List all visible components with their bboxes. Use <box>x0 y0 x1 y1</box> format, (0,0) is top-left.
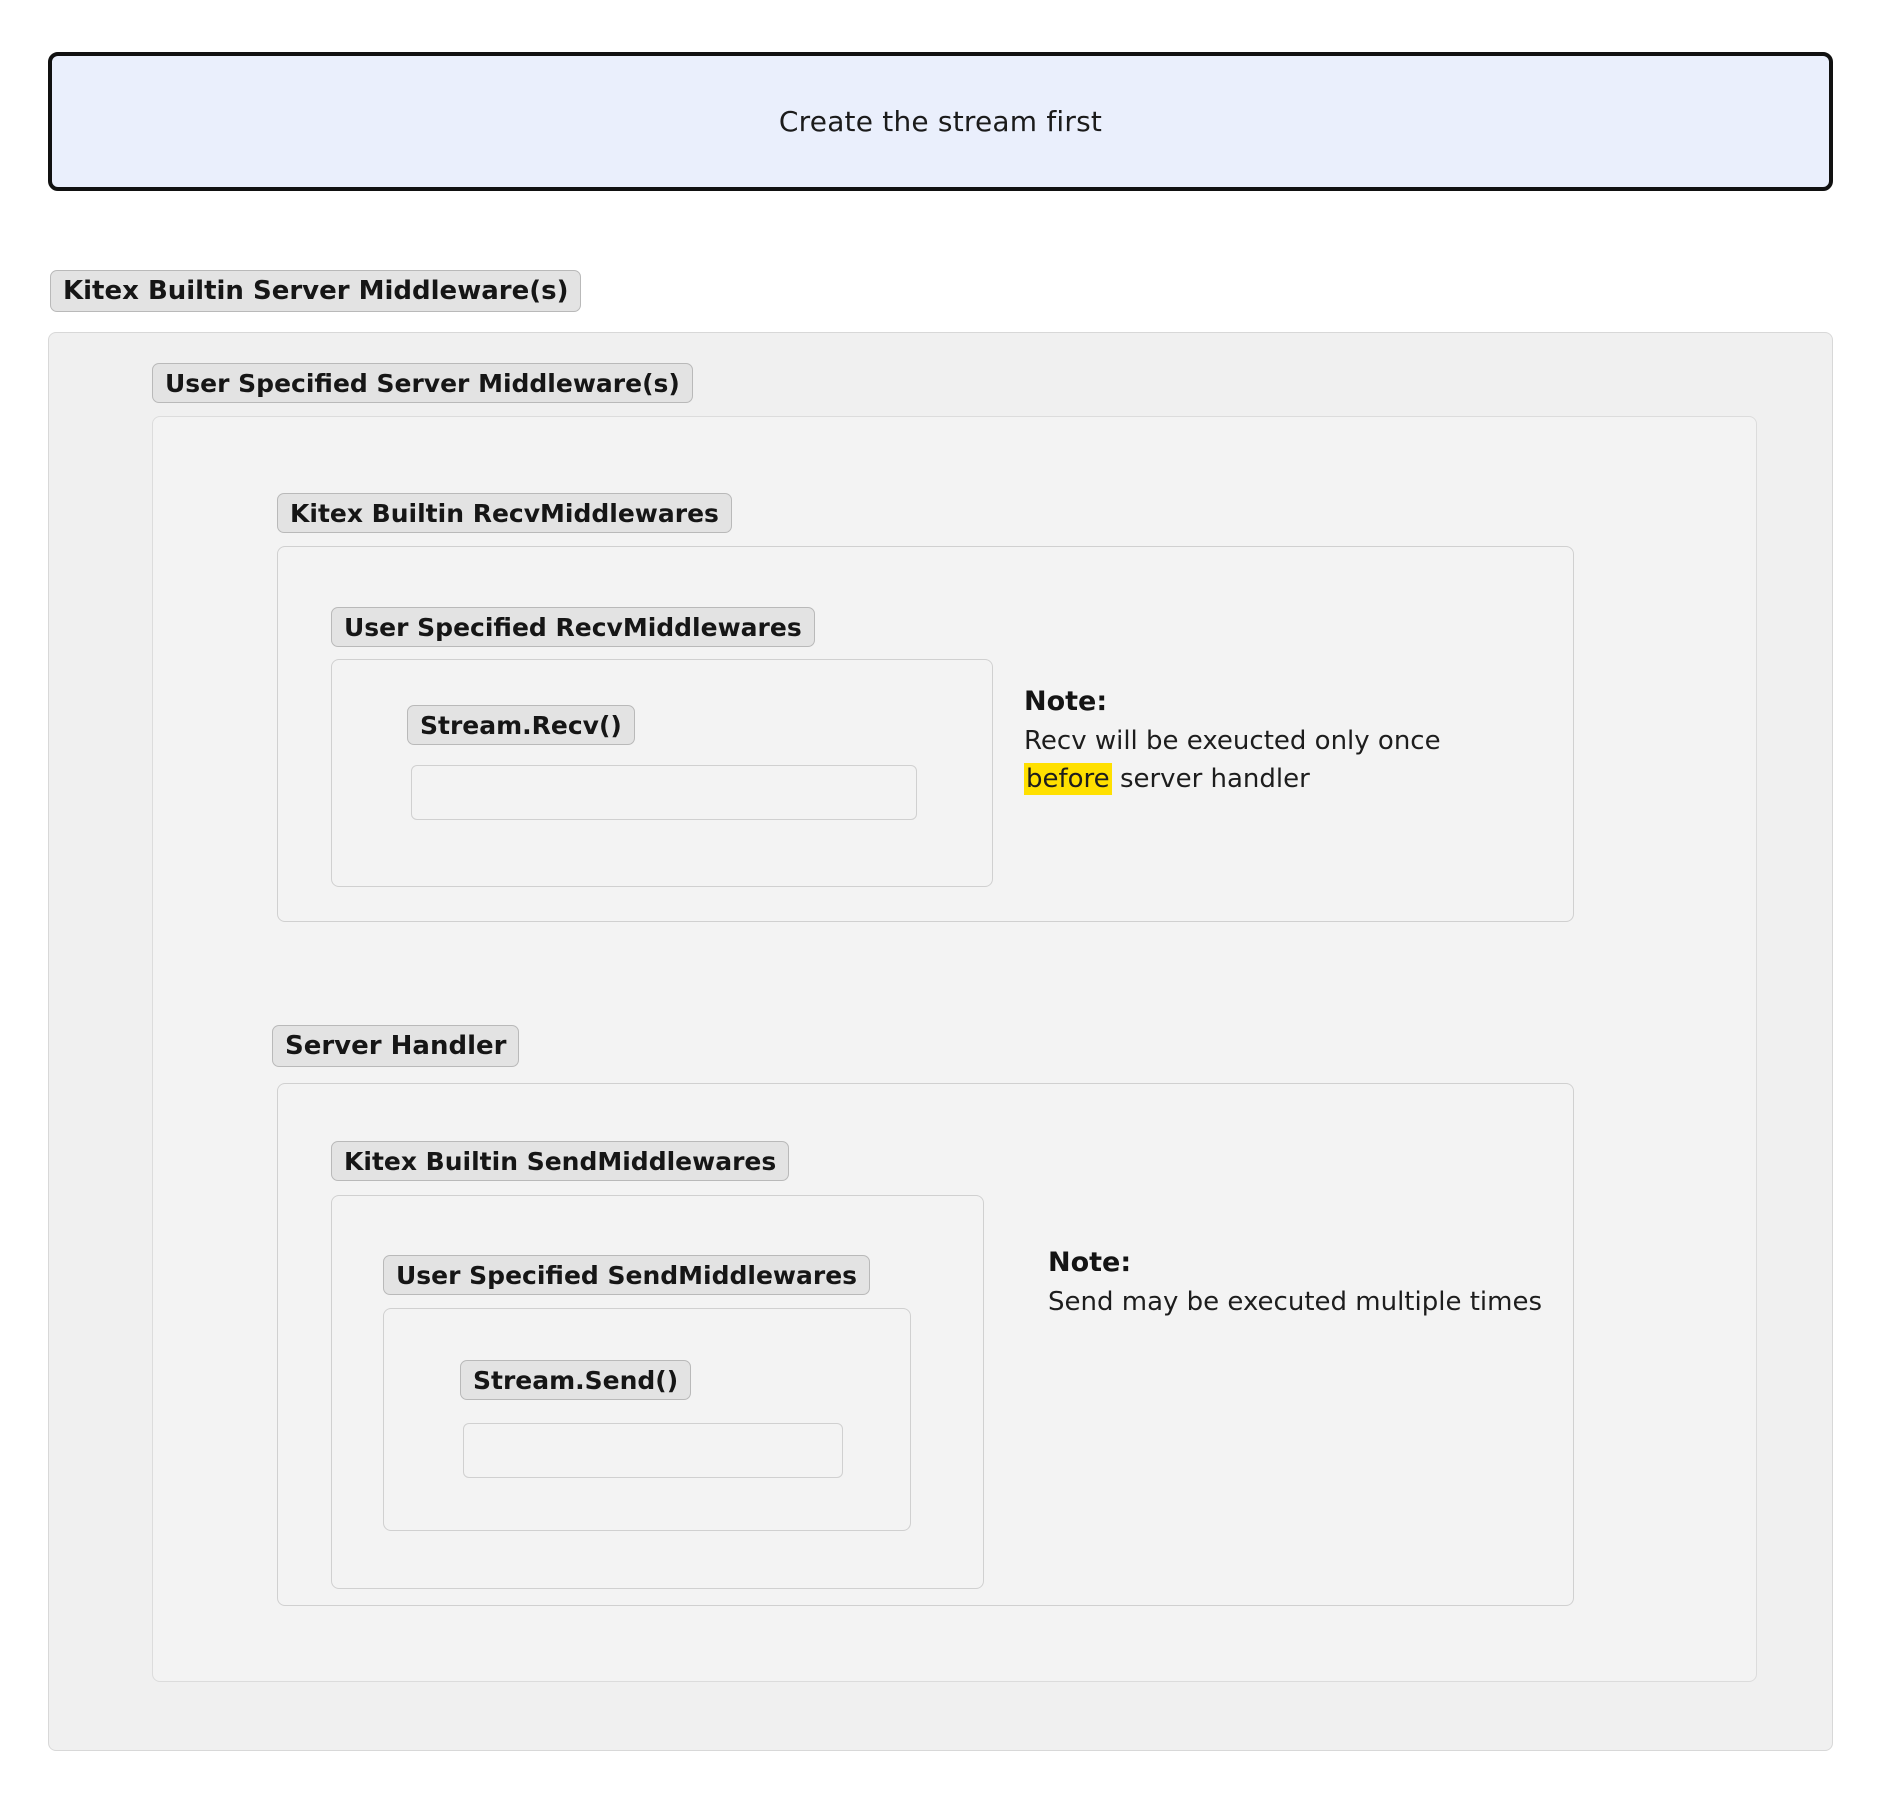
send-note-title: Note: <box>1048 1247 1132 1278</box>
recv-note-line-2-rest: server handler <box>1111 763 1310 794</box>
send-note-line-1: Send may be executed multiple times <box>1048 1287 1542 1318</box>
stream-recv-box <box>411 765 917 820</box>
recv-note-line-2 <box>1024 761 1494 799</box>
label-server-handler: Server Handler <box>272 1025 519 1067</box>
banner-label: Create the stream first <box>778 105 1103 138</box>
send-note <box>1048 1243 1568 1322</box>
create-stream-banner <box>48 52 1833 191</box>
label-user-specified-server-middleware: User Specified Server Middleware(s) <box>152 363 693 403</box>
stream-send-box <box>463 1423 843 1478</box>
label-stream-recv: Stream.Recv() <box>407 705 635 745</box>
recv-note-line-1: Recv will be exeucted only once <box>1024 726 1441 757</box>
label-kitex-builtin-send-middlewares: Kitex Builtin SendMiddlewares <box>331 1141 789 1181</box>
user-specified-send-middlewares-box <box>383 1308 911 1531</box>
recv-note-title: Note: <box>1024 686 1108 717</box>
label-user-specified-send-middlewares: User Specified SendMiddlewares <box>383 1255 870 1295</box>
label-stream-send: Stream.Send() <box>460 1360 691 1400</box>
label-user-specified-recv-middlewares: User Specified RecvMiddlewares <box>331 607 815 647</box>
label-kitex-builtin-server-middleware: Kitex Builtin Server Middleware(s) <box>50 270 581 312</box>
recv-note-highlight: before <box>1026 763 1110 794</box>
label-kitex-builtin-recv-middlewares: Kitex Builtin RecvMiddlewares <box>277 493 732 533</box>
recv-note <box>1024 682 1494 799</box>
